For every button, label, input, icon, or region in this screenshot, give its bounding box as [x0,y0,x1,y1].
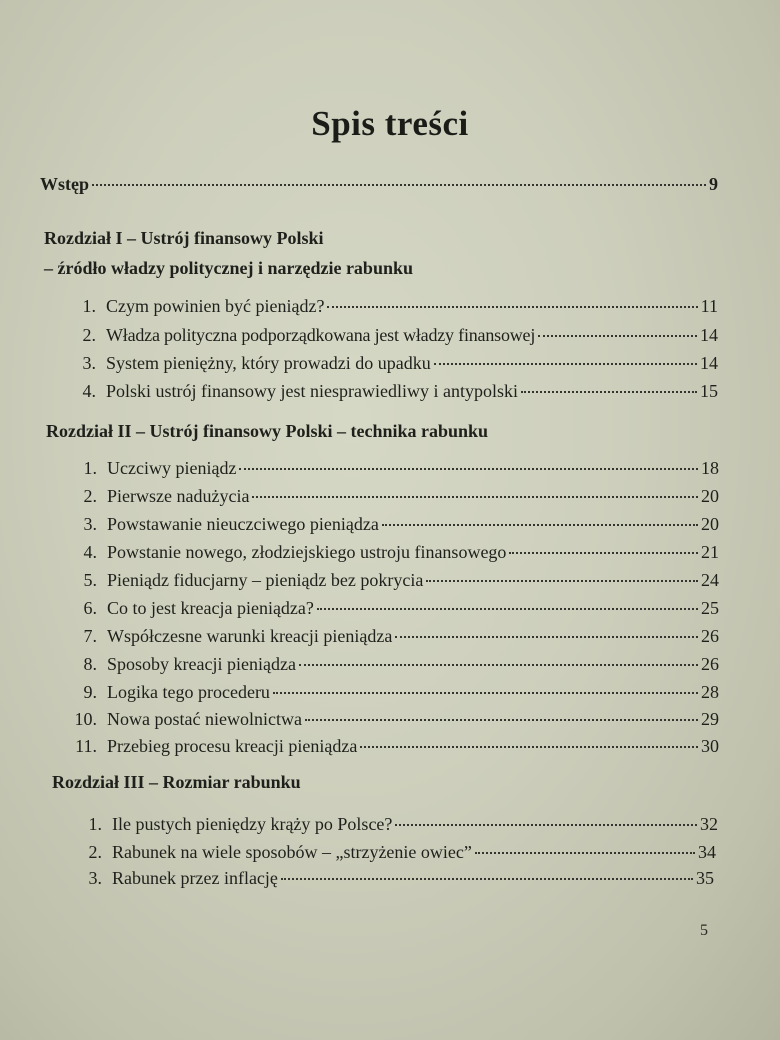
dot-leader [395,636,698,638]
toc-entry-label: Nowa postać niewolnictwa [107,709,302,729]
toc-entry-number: 4. [82,381,96,401]
dot-leader [395,824,697,826]
toc-entry-number: 10. [74,709,97,729]
toc-entry-label: Powstawanie nieuczciwego pieniądza [107,514,379,534]
toc-entry-page: 25 [701,598,719,618]
toc-entry-page: 28 [701,682,719,702]
toc-entry-page: 18 [701,458,719,478]
dot-leader [305,719,698,721]
toc-entry-label: Pierwsze nadużycia [107,486,250,506]
toc-entry [57,709,719,730]
toc-entry [57,486,719,507]
toc-entry-page: 20 [701,514,719,534]
toc-entry-number: 5. [83,570,97,590]
dot-leader [273,692,698,694]
footer-page-number: 5 [700,922,708,939]
toc-entry-number: 11. [75,736,97,756]
toc-entry-page: 11 [700,296,718,316]
dot-leader [360,746,698,748]
toc-entry-number: 4. [83,542,97,562]
toc-entry [56,381,718,402]
chapter-3-heading: Rozdział III – Rozmiar rabunku [52,772,301,792]
toc-entry-label: Rabunek na wiele sposobów – „strzyżenie owiec” [112,842,472,862]
dot-leader [382,524,698,526]
toc-entry-number: 3. [83,514,97,534]
toc-entry-label: Co to jest kreacja pieniądza? [107,598,314,618]
toc-entry [57,542,719,563]
toc-entry-number: 9. [83,682,97,702]
toc-entry-intro [40,174,718,195]
toc-entry [57,682,719,703]
toc-entry-page: 30 [701,736,719,756]
chapter-1-heading-line-2: – źródło władzy politycznej i narzędzie rabunku [44,258,413,278]
toc-entry-page: 21 [701,542,719,562]
toc-entry-label: Powstanie nowego, złodziejskiego ustroju finansowego [107,542,507,562]
toc-entry-label: Władza polityczna podporządkowana jest władzy finansowej [106,325,536,345]
toc-entry-page: 34 [698,842,716,862]
chapter-2-heading: Rozdział II – Ustrój finansowy Polski – technika rabunku [46,421,489,441]
dot-leader [92,184,706,186]
dot-leader [317,608,698,610]
dot-leader [239,468,698,470]
toc-entry-number: 8. [83,654,97,674]
dot-leader [434,363,697,365]
dot-leader [538,335,697,337]
toc-entry-number: 7. [83,626,97,646]
toc-entry-page: 35 [696,868,714,888]
dot-leader [299,664,698,666]
toc-entry [57,626,719,647]
toc-entry [57,514,719,535]
dot-leader [521,391,697,393]
toc-entry-page: 26 [701,626,719,646]
toc-entry [57,598,719,619]
toc-entry [62,814,718,835]
toc-entry-label: Pieniądz fiducjarny – pieniądz bez pokrycia [107,570,424,590]
toc-entry-number: 2. [83,486,97,506]
toc-entry-page: 14 [700,325,718,345]
dot-leader [475,852,695,854]
toc-entry [62,842,716,863]
dot-leader [327,306,697,308]
toc-entry-label: Współczesne warunki kreacji pieniądza [107,626,393,646]
toc-entry-label: Uczciwy pieniądz [107,458,237,478]
toc-entry-label: Wstęp [40,174,89,194]
toc-entry-page: 14 [700,353,718,373]
toc-entry-page: 24 [701,570,719,590]
toc-entry-label: Czym powinien być pieniądz? [106,296,325,316]
page-title: Spis treści [311,104,469,143]
chapter-1-heading-line-1: Rozdział I – Ustrój finansowy Polski [44,228,324,248]
toc-entry-number: 1. [88,814,102,834]
dot-leader [252,496,698,498]
toc-entry-page: 9 [709,174,718,194]
toc-entry-number: 2. [88,842,102,862]
toc-entry-number: 6. [83,598,97,618]
toc-entry-page: 20 [701,486,719,506]
dot-leader [509,552,698,554]
toc-entry-page: 26 [701,654,719,674]
toc-entry-page: 29 [701,709,719,729]
toc-entry-label: Rabunek przez inflację [112,868,278,888]
toc-entry [57,654,719,675]
toc-entry [56,325,718,346]
toc-entry-label: Sposoby kreacji pieniądza [107,654,296,674]
dot-leader [281,878,693,880]
toc-entry [57,570,719,591]
toc-entry-label: System pieniężny, który prowadzi do upadku [106,353,431,373]
toc-entry-label: Ile pustych pieniędzy krąży po Polsce? [112,814,393,834]
toc-entry-number: 3. [82,353,96,373]
toc-entry-page: 32 [700,814,718,834]
toc-entry-number: 3. [88,868,102,888]
toc-entry-label: Logika tego procederu [107,682,270,702]
toc-entry [62,868,714,889]
toc-entry [57,736,719,757]
toc-entry-page: 15 [700,381,718,401]
toc-entry [56,296,718,317]
toc-entry-number: 2. [82,325,96,345]
toc-entry-number: 1. [82,296,96,316]
toc-entry [57,458,719,479]
toc-entry-number: 1. [83,458,97,478]
toc-entry-label: Przebieg procesu kreacji pieniądza [107,736,358,756]
toc-entry [56,353,718,374]
dot-leader [426,580,698,582]
toc-entry-label: Polski ustrój finansowy jest niesprawiedliwy i antypolski [106,381,518,401]
